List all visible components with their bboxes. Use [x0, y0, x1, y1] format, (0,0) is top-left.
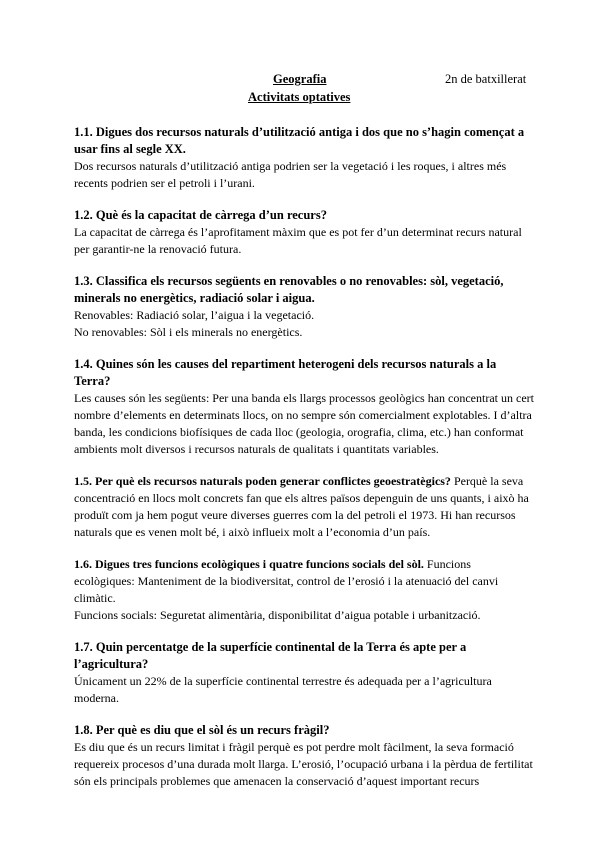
answer-text: Funcions ecològiques: Manteniment de la biodiversitat, control de l’erosió i la atenuació del canvi climàtic.	[74, 557, 499, 605]
section-1-7	[74, 639, 534, 707]
section-1-4	[74, 356, 534, 458]
question-text: 1.4. Quines són les causes del repartiment heterogeni dels recursos naturals a la Terra?	[74, 357, 497, 388]
question-text: 1.3. Classifica els recursos següents en renovables o no renovables: sòl, vegetació, minerals no energètics, radiació solar i aigua.	[74, 274, 504, 305]
question-answer-paragraph	[74, 556, 534, 607]
question-text: 1.1. Digues dos recursos naturals d’utilització antiga i dos que no s’hagin començat a usar fins al segle XX.	[74, 125, 525, 156]
answer-text: Funcions socials: Seguretat alimentària, disponibilitat d’aigua potable i urbanització.	[74, 608, 481, 622]
question-text: 1.2. Què és la capacitat de càrrega d’un recurs?	[74, 208, 327, 222]
activities-content	[74, 124, 534, 805]
question-text: 1.8. Per què es diu que el sòl és un recurs fràgil?	[74, 723, 330, 737]
answer-text: Perquè la seva concentració en llocs molt concrets fan que els altres països depenguin de uns quants, i això ha produït com ja hem pogut veure diverses guerres com la del petroli el 1973. Hi han recursos naturals que es venen molt bé, i això influeix molt a l’economia d’un país.	[74, 474, 529, 539]
answer-text: No renovables: Sòl i els minerals no energètics.	[74, 325, 303, 339]
question-text: 1.5. Per què els recursos naturals poden generar conflictes geoestratègics?	[74, 474, 451, 488]
subject-title: Geografia	[273, 72, 327, 86]
document-header	[0, 72, 600, 108]
answer-text: La capacitat de càrrega és l’aprofitament màxim que es pot fer d’un determinat recurs natural per garantir-ne la renovació futura.	[74, 225, 522, 256]
answer-text: Es diu que és un recurs limitat i fràgil perquè es pot perdre molt fàcilment, la seva formació requereix procesos d’una durada molt llarga. L’erosió, l’ocupació urbana i la pèrdua de fertilitat són els principals problemes que amenacen la conservació d’aquest important recurs	[74, 740, 533, 788]
section-1-1	[74, 124, 534, 192]
document-title: Activitats optatives	[248, 90, 351, 104]
section-1-5	[74, 473, 534, 541]
question-text: 1.6. Digues tres funcions ecològiques i quatre funcions socials del sòl.	[74, 557, 424, 571]
answer-text: Les causes són les següents: Per una banda els llargs processos geològics han concentrat un cert nombre d’elements en determinats llocs, on no sempre són comercialment explotables. I d’altra banda, les condicions biofísiques de cada lloc (geologia, orografia, clima, etc.) han conformat ambients molt diversos i recursos naturals de qualitats i quantitats variables.	[74, 391, 534, 456]
question-answer-paragraph	[74, 473, 534, 541]
grade-label: 2n de batxillerat	[445, 72, 527, 86]
answer-text: Dos recursos naturals d’utilització antiga podrien ser la vegetació i les roques, i altres més recents podrien ser el petroli i l’urani.	[74, 159, 507, 190]
answer-text: Únicament un 22% de la superfície continental terrestre és adequada per a l’agricultura moderna.	[74, 674, 492, 705]
section-1-3	[74, 273, 534, 341]
answer-text: Renovables: Radiació solar, l’aigua i la vegetació.	[74, 308, 315, 322]
section-1-2	[74, 207, 534, 258]
section-1-8	[74, 722, 534, 790]
section-1-6	[74, 556, 534, 624]
question-text: 1.7. Quin percentatge de la superfície continental de la Terra és apte per a l’agricultura?	[74, 640, 467, 671]
